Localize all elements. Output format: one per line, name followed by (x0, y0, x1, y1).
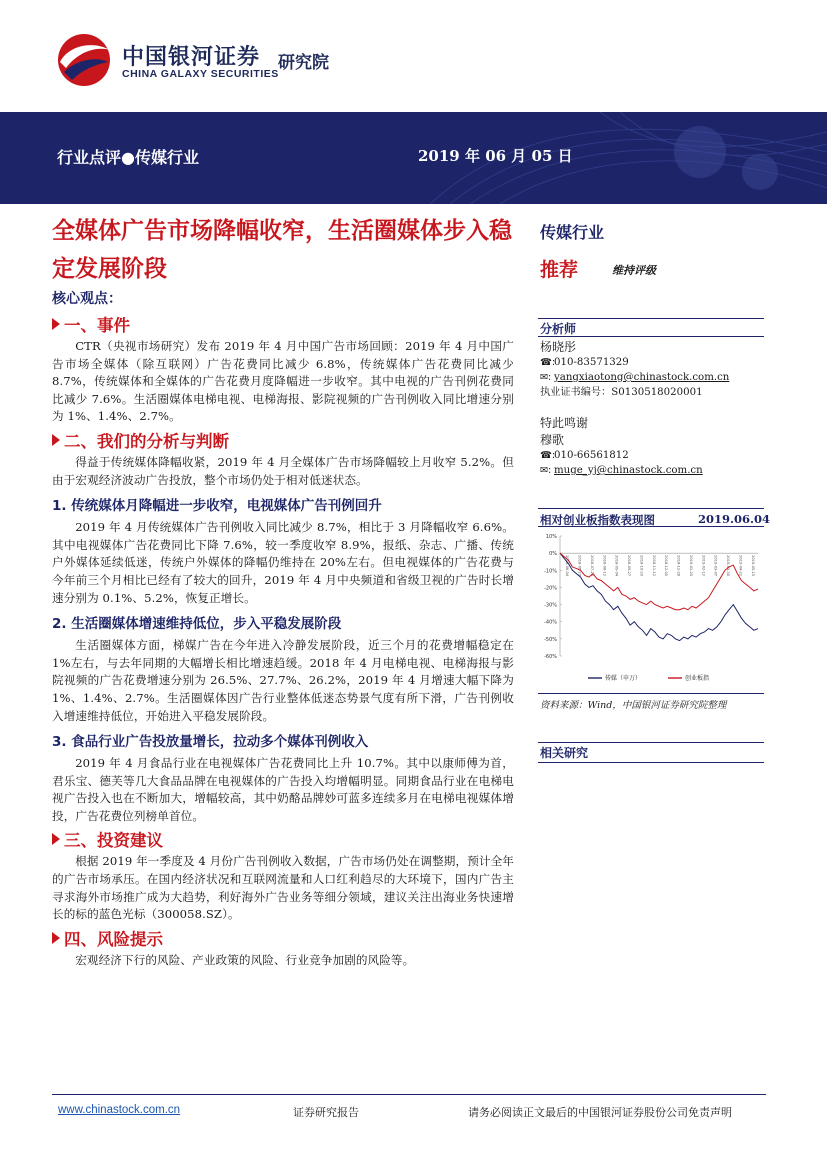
y-tick-label: -10% (544, 568, 557, 575)
thanks-label: 特此鸣谢 (540, 416, 589, 430)
y-tick-label: -20% (544, 585, 557, 592)
subsection-heading-3: 3. 食品行业广告投放量增长，拉动多个媒体刊例收入 (52, 734, 369, 751)
analyst1-phone: ☎:010-83571329 (540, 357, 629, 368)
y-tick-label: -30% (544, 602, 557, 609)
x-tick-label: 2018-07-20 (589, 555, 594, 577)
bullet-triangle-icon (52, 833, 60, 845)
section-heading-analysis: 二、我们的分析与判断 (52, 430, 514, 454)
subsection-heading-2: 2. 生活圈媒体增速维持低位，步入平稳发展阶段 (52, 616, 342, 633)
y-tick-label: -60% (544, 654, 557, 660)
footer-disclaimer: 请务必阅读正文最后的中国银河证券股份公司免责声明 (468, 1106, 732, 1119)
divider (538, 762, 764, 763)
bullet-triangle-icon (52, 318, 60, 330)
x-tick-label: 2018-10-20 (639, 555, 644, 577)
divider (538, 742, 764, 743)
rating-note: 维持评级 (612, 264, 656, 277)
mail-icon: ✉: (540, 372, 552, 383)
sidebar-sector: 传媒行业 (540, 223, 605, 242)
section-heading-investment: 三、投资建议 (52, 829, 514, 853)
analyst2-phone: ☎:010-66561812 (540, 450, 629, 461)
analyst1-cert: 执业证书编号：S0130518020001 (540, 387, 703, 398)
x-tick-label: 2019-04-22 (738, 555, 743, 577)
analyst1-name: 杨晓彤 (540, 340, 577, 354)
chart-title: 相对创业板指数表现图 (540, 513, 655, 527)
subsection-heading-1: 1. 传统媒体月降幅进一步收窄，电视媒体广告刊例回升 (52, 498, 382, 515)
analyst1-email[interactable]: ✉: yangxiaotong@chinastock.com.cn (540, 372, 730, 383)
phone-icon: ☎: (540, 357, 556, 368)
related-research-label: 相关研究 (540, 746, 589, 760)
y-tick-label: -50% (544, 636, 557, 643)
institute-name: 研究院 (278, 53, 329, 73)
galaxy-logo-icon (56, 32, 112, 88)
divider (538, 318, 764, 319)
chart-source: 资料来源：Wind，中国银河证券研究院整理 (540, 700, 727, 711)
mail-icon: ✉: (540, 465, 552, 476)
x-tick-label: 2018-09-27 (627, 555, 632, 577)
brand-name: 中国银河证券 (122, 45, 261, 70)
report-category: 行业点评●传媒行业 (57, 148, 199, 167)
bullet-triangle-icon (52, 932, 60, 944)
section-heading-event: 一、事件 (52, 314, 514, 338)
paragraph-risk: 宏观经济下行的风险、产业政策的风险、行业竞争加剧的风险等。 (75, 952, 415, 967)
report-title: 全媒体广告市场降幅收窄，生活圈媒体步入稳定发展阶段 (52, 217, 512, 282)
analyst2-name: 穆歌 (540, 433, 565, 447)
paragraph-sub1: 2019 年 4 月传统媒体广告刊例收入同比减少 8.7%，相比于 3 月降幅收窄 6.6%。其中电视媒体广告花费同比下降 7.6%，较一季度收窄 8.9%，报纸、杂志、广播、传统户外媒体延续低迷，传统户外媒体的降幅仍维持在 20%左右。但电视媒体的广告花费与今年前三个月相比已经有了较大的回升，2019 年 4 月中央频道和省级卫视的广告时长增速分别为 0.1%、5.2%，恢复正增长。 (52, 520, 514, 605)
paragraph-event: CTR（央视市场研究）发布 2019 年 4 月中国广告市场回顾：2019 年 4 月中国广告市场全媒体（除互联网）广告花费同比减少 6.8%，传统媒体广告花费同比减少 8.7%，传统媒体和全媒体的广告花费月度降幅进一步收窄。其中电视的广告刊例花费同比减少 7.6%。生活圈媒体电梯电视、电梯海报、影院视频的广告刊例收入同比增速分别为 1%、1.4%、2.7%。 (52, 339, 514, 424)
x-tick-label: 2018-11-12 (651, 555, 656, 577)
divider (538, 508, 764, 509)
x-tick-label: 2019-02-12 (701, 555, 706, 577)
rating: 推荐 (540, 259, 579, 281)
report-date: 2019 年 06 月 05 日 (418, 147, 573, 165)
relative-performance-chart (538, 528, 764, 690)
x-tick-label: 2018-06-04 (565, 555, 570, 577)
divider (538, 693, 764, 694)
legend-label: 创业板指 (685, 675, 710, 682)
x-tick-label: 2018-12-28 (676, 555, 681, 577)
x-tick-label: 2018-12-05 (664, 555, 669, 577)
x-tick-label: 2019-01-20 (688, 555, 693, 577)
x-tick-label: 2018-08-12 (602, 555, 607, 577)
x-tick-label: 2019-03-30 (726, 555, 731, 577)
paragraph-sub2: 生活圈媒体方面，梯媒广告在今年进入冷静发展阶段，近三个月的花费增幅稳定在 1%左右，与去年同期的大幅增长相比增速趋缓。2018 年 4 月电梯电视、电梯海报与影院视频的广告花费增速分别为 26.5%、27.7%、26.2%，2019 年 4 月增速大幅下降为 1%、1.4%、2.7%。生活圈媒体因广告行业整体低迷态势景气度有所下滑，广告刊例收入增速维持低位，开始进入平稳发展阶段。 (52, 638, 514, 723)
core-label: 核心观点： (52, 291, 122, 307)
analyst-label: 分析师 (540, 322, 577, 336)
x-tick-label: 2018-06-27 (577, 555, 582, 577)
brand-name-en: CHINA GALAXY SECURITIES (122, 68, 279, 80)
divider (538, 336, 764, 337)
legend-label: 传媒（申万） (605, 675, 642, 682)
y-tick-label: 0% (549, 551, 557, 558)
paragraph-sub3: 2019 年 4 月食品行业在电视媒体广告花费同比上升 10.7%。其中以康师傅为首，君乐宝、德芙等几大食品品牌在电视媒体的广告投入均增幅明显。同期食品行业在电梯电视广告投入也在不断加大，增幅较高，其中奶酪品牌妙可蓝多连续多月在电梯电视媒体增投，广告花费位列榜单首位。 (52, 756, 514, 823)
paragraph-investment: 根据 2019 年一季度及 4 月份广告刊例收入数据，广告市场仍处在调整期，预计全年的广告市场承压。在国内经济状况和互联网流量和人口红利趋尽的大环境下，国内广告主寻求海外市场推广成为大趋势，利好海外广告业务等细分领域，建议关注出海业务快速增长的标的蓝色光标（300058.SZ）。 (52, 854, 514, 922)
analyst2-email[interactable]: ✉: muge_yj@chinastock.com.cn (540, 465, 703, 476)
phone-icon: ☎: (540, 450, 556, 461)
x-tick-label: 2018-09-04 (614, 555, 619, 577)
paragraph-analysis: 得益于传统媒体降幅收紧，2019 年 4 月全媒体广告市场降幅较上月收窄 5.2%。但由于宏观经济波动广告投放，整个市场仍处于相对低迷状态。 (52, 454, 514, 487)
report-body (52, 314, 514, 973)
footer-divider (52, 1094, 766, 1095)
chart-date: 2019.06.04 (698, 512, 771, 526)
section-heading-risk: 四、风险提示 (52, 928, 514, 952)
x-tick-label: 2019-05-15 (750, 555, 755, 577)
footer-url-link[interactable]: www.chinastock.com.cn (58, 1104, 181, 1116)
y-tick-label: 10% (545, 534, 557, 540)
x-tick-label: 2019-03-07 (713, 555, 718, 577)
divider (538, 526, 764, 527)
footer-report-type: 证券研究报告 (293, 1106, 359, 1119)
y-tick-label: -40% (544, 619, 557, 626)
bullet-triangle-icon (52, 434, 60, 446)
